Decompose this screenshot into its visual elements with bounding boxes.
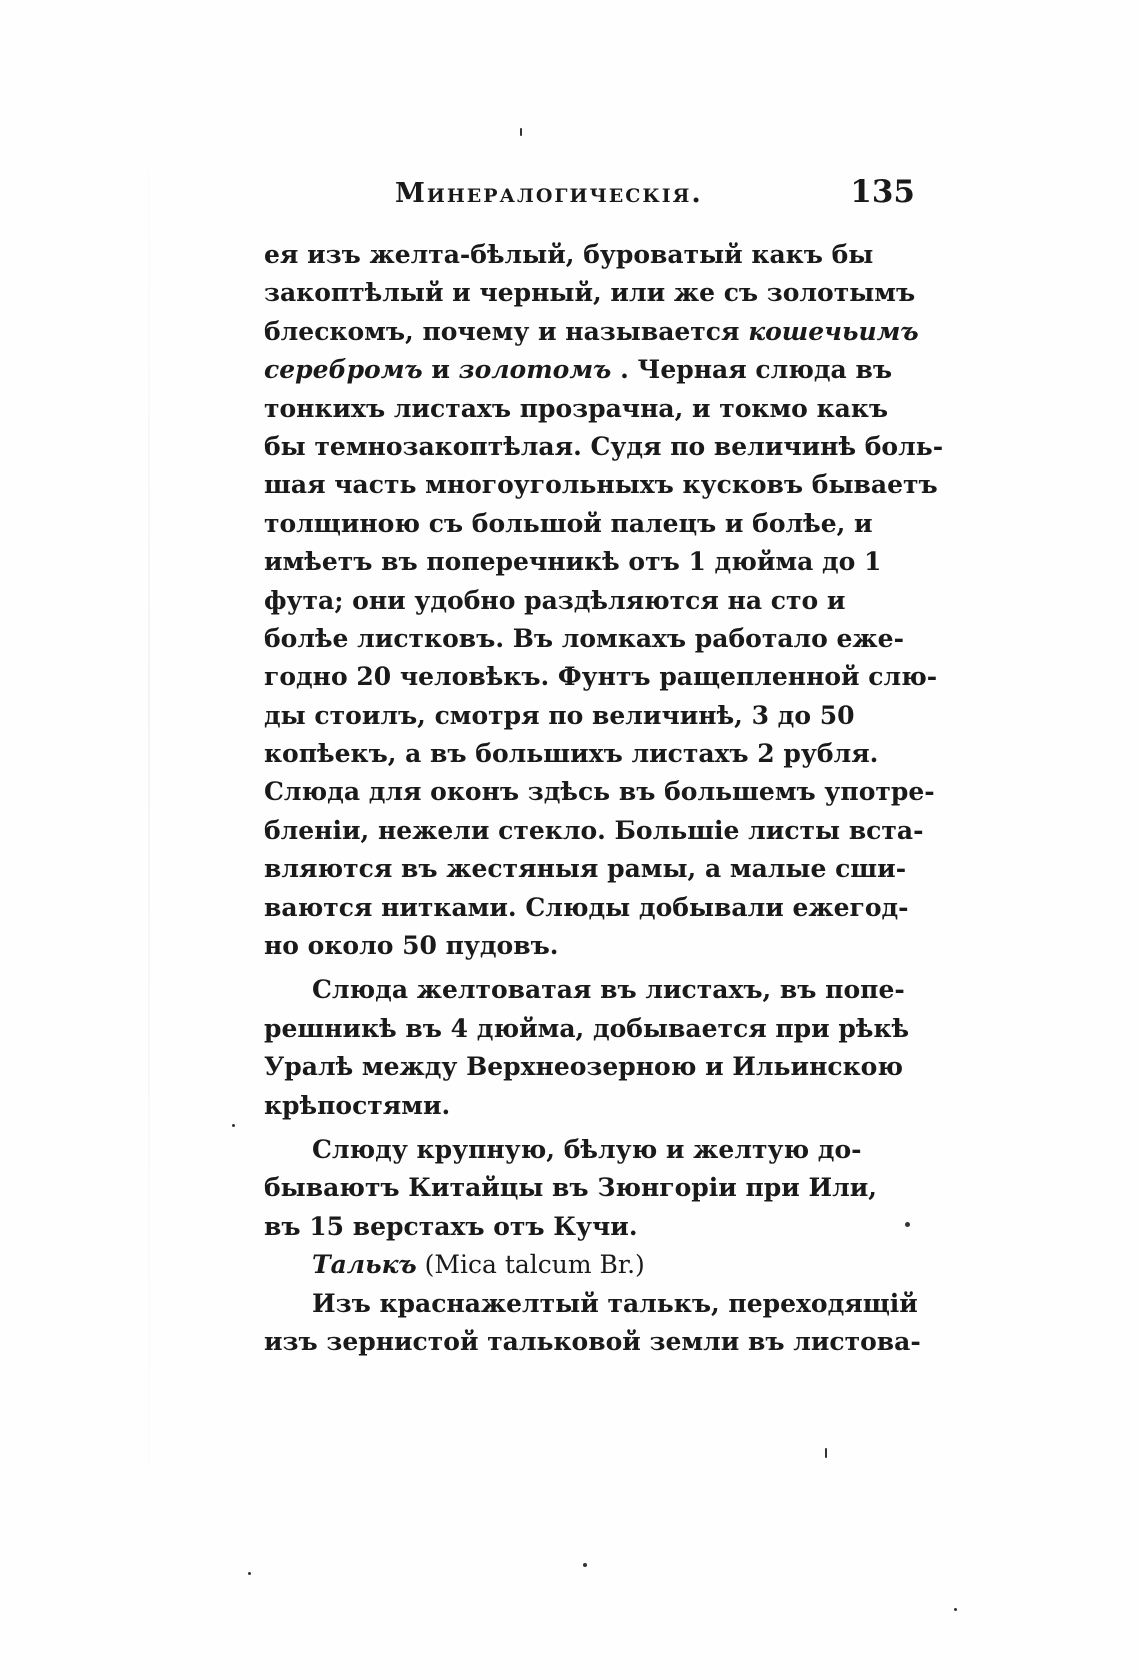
text-line <box>264 428 944 466</box>
text-span: вляются въ жестяныя рамы, а малые сши- <box>264 854 907 884</box>
scan-speck <box>520 128 522 136</box>
text-span: Уралѣ между Верхнеозерною и Ильинскою <box>264 1052 903 1082</box>
text-line <box>264 313 919 351</box>
text-span: закоптѣлый и черный, или же съ золотымъ <box>264 278 916 308</box>
text-span: фута; они удобно раздѣляются на сто и <box>264 585 846 615</box>
text-line <box>264 735 892 773</box>
text-line <box>264 658 938 696</box>
text-span: въ 15 верстахъ отъ Кучи. <box>264 1211 638 1241</box>
text-line <box>264 1208 892 1246</box>
scan-speck <box>232 1124 235 1127</box>
page-number: 135 <box>850 174 915 210</box>
italic-term: серебромъ <box>264 355 423 385</box>
text-span: шая часть многоугольныхъ кусковъ бываетъ <box>264 470 938 500</box>
text-line <box>264 582 892 620</box>
text-line <box>264 1087 892 1125</box>
text-line <box>264 1169 892 1207</box>
text-span: изъ зернистой тальковой земли въ листова- <box>264 1326 921 1356</box>
text-span: . Черная слюда въ <box>620 355 892 385</box>
text-line <box>264 466 938 504</box>
scan-speck <box>954 1608 957 1611</box>
body-text <box>264 236 944 1361</box>
text-line <box>264 1285 918 1323</box>
text-line <box>264 274 916 312</box>
section-heading <box>264 1246 892 1284</box>
text-span: ваются нитками. Слюды добывали ежегод- <box>264 892 909 922</box>
text-span: бленіи, нежели стекло. Большіе листы вста- <box>264 815 924 845</box>
text-span: и <box>422 355 459 385</box>
text-line <box>264 620 904 658</box>
text-line <box>264 812 924 850</box>
scan-speck <box>248 1572 251 1575</box>
text-span: тонкихъ листахъ прозрачна, и токмо какъ <box>264 393 889 423</box>
text-span: Изъ краснажелтый талькъ, переходящій <box>312 1288 918 1318</box>
text-line <box>264 351 892 389</box>
text-span: годно 20 человѣкъ. Фунтъ ращепленной слю- <box>264 662 938 692</box>
text-line <box>264 390 892 428</box>
italic-term: Талькъ <box>312 1250 417 1280</box>
text-span: Слюду крупную, бѣлую и желтую до- <box>312 1134 862 1164</box>
text-span: имѣетъ въ поперечникѣ отъ 1 дюйма до 1 <box>264 547 882 577</box>
text-span: болѣе листковъ. Въ ломкахъ работало еже- <box>264 623 904 653</box>
text-line <box>264 236 892 274</box>
text-line <box>264 1323 921 1361</box>
text-line <box>264 505 892 543</box>
text-span: бы темнозакоптѣлая. Судя по величинѣ боль- <box>264 431 944 461</box>
page-header <box>395 174 915 220</box>
text-span: решникѣ въ 4 дюйма, добывается при рѣкѣ <box>264 1013 910 1043</box>
text-span: Слюда желтоватая въ листахъ, въ попе- <box>312 975 905 1005</box>
italic-term: кошечьимъ <box>748 316 919 346</box>
text-line <box>264 1131 892 1169</box>
text-span: (Mica talcum Br.) <box>416 1250 645 1280</box>
text-span: но около 50 пудовъ. <box>264 931 559 961</box>
italic-term: золотомъ <box>458 355 612 385</box>
text-line <box>264 697 892 735</box>
text-span: бываютъ Китайцы въ Зюнгоріи при Или, <box>264 1173 878 1203</box>
text-span: блескомъ, почему и называется <box>264 316 749 346</box>
scan-speck <box>905 1222 910 1227</box>
scan-shadow <box>148 80 150 1600</box>
scan-speck <box>583 1563 587 1567</box>
text-span: крѣпостями. <box>264 1090 451 1120</box>
text-line <box>264 927 892 965</box>
text-line <box>264 971 905 1009</box>
text-line <box>264 773 935 811</box>
text-line <box>264 1048 903 1086</box>
text-line <box>264 1010 910 1048</box>
scan-speck <box>825 1448 827 1458</box>
text-line <box>264 850 907 888</box>
text-line <box>264 889 909 927</box>
text-span: толщиною съ большой палецъ и болѣе, и <box>264 508 873 538</box>
text-span: Слюда для оконъ здѣсь въ большемъ употре- <box>264 777 935 807</box>
text-line <box>264 543 892 581</box>
text-span: копѣекъ, а въ большихъ листахъ 2 рубля. <box>264 739 879 769</box>
text-span: ея изъ желта-бѣлый, буроватый какъ бы <box>264 240 874 269</box>
running-head: Минералогическія. <box>395 178 703 209</box>
text-span: ды стоилъ, смотря по величинѣ, 3 до 50 <box>264 700 855 730</box>
